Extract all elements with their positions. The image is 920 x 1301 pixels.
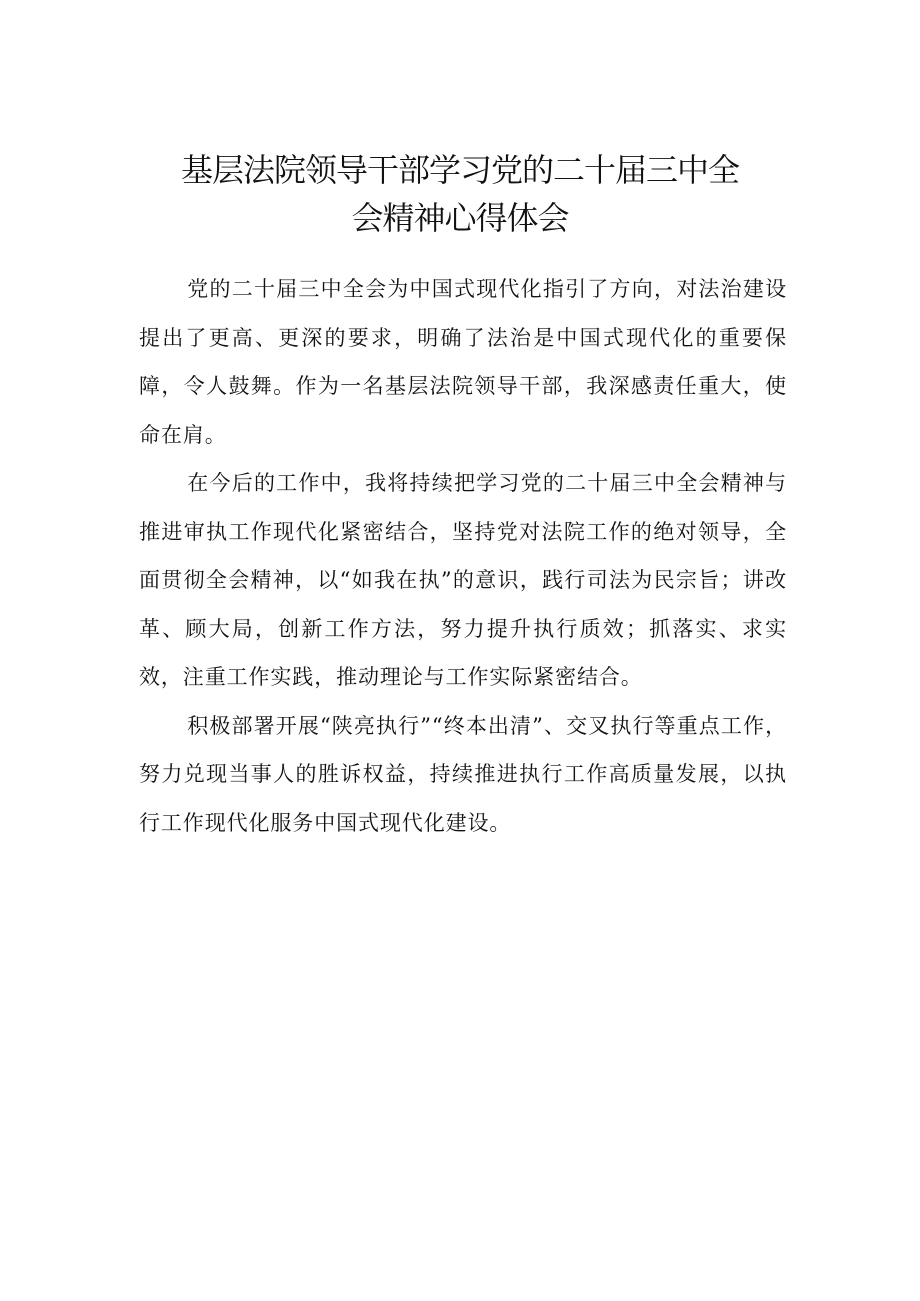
document-body — [139, 265, 787, 847]
document-title — [140, 146, 780, 242]
paragraph-3: 积极部署开展“陕亮执行”“终本出清”、交叉执行等重点工作，努力兑现当事人的胜诉权益，持续推进执行工作高质量发展，以执行工作现代化服务中国式现代化建设。 — [139, 713, 787, 835]
paragraph-1: 党的二十届三中全会为中国式现代化指引了方向，对法治建设提出了更高、更深的要求，明确了法治是中国式现代化的重要保障，令人鼓舞。作为一名基层法院领导干部，我深感责任重大，使命在肩。 — [139, 277, 787, 447]
title-line-1: 基层法院领导干部学习党的二十届三中全 — [180, 151, 739, 189]
paragraph-2: 在今后的工作中，我将持续把学习党的二十届三中全会精神与推进审执工作现代化紧密结合，坚持党对法院工作的绝对领导，全面贯彻全会精神，以“如我在执”的意识，践行司法为民宗旨；讲改革、顾大局，创新工作方法，努力提升执行质效；抓落实、求实效，注重工作实践，推动理论与工作实际紧密结合。 — [139, 471, 787, 689]
title-line-2: 会精神心得体会 — [351, 199, 569, 237]
